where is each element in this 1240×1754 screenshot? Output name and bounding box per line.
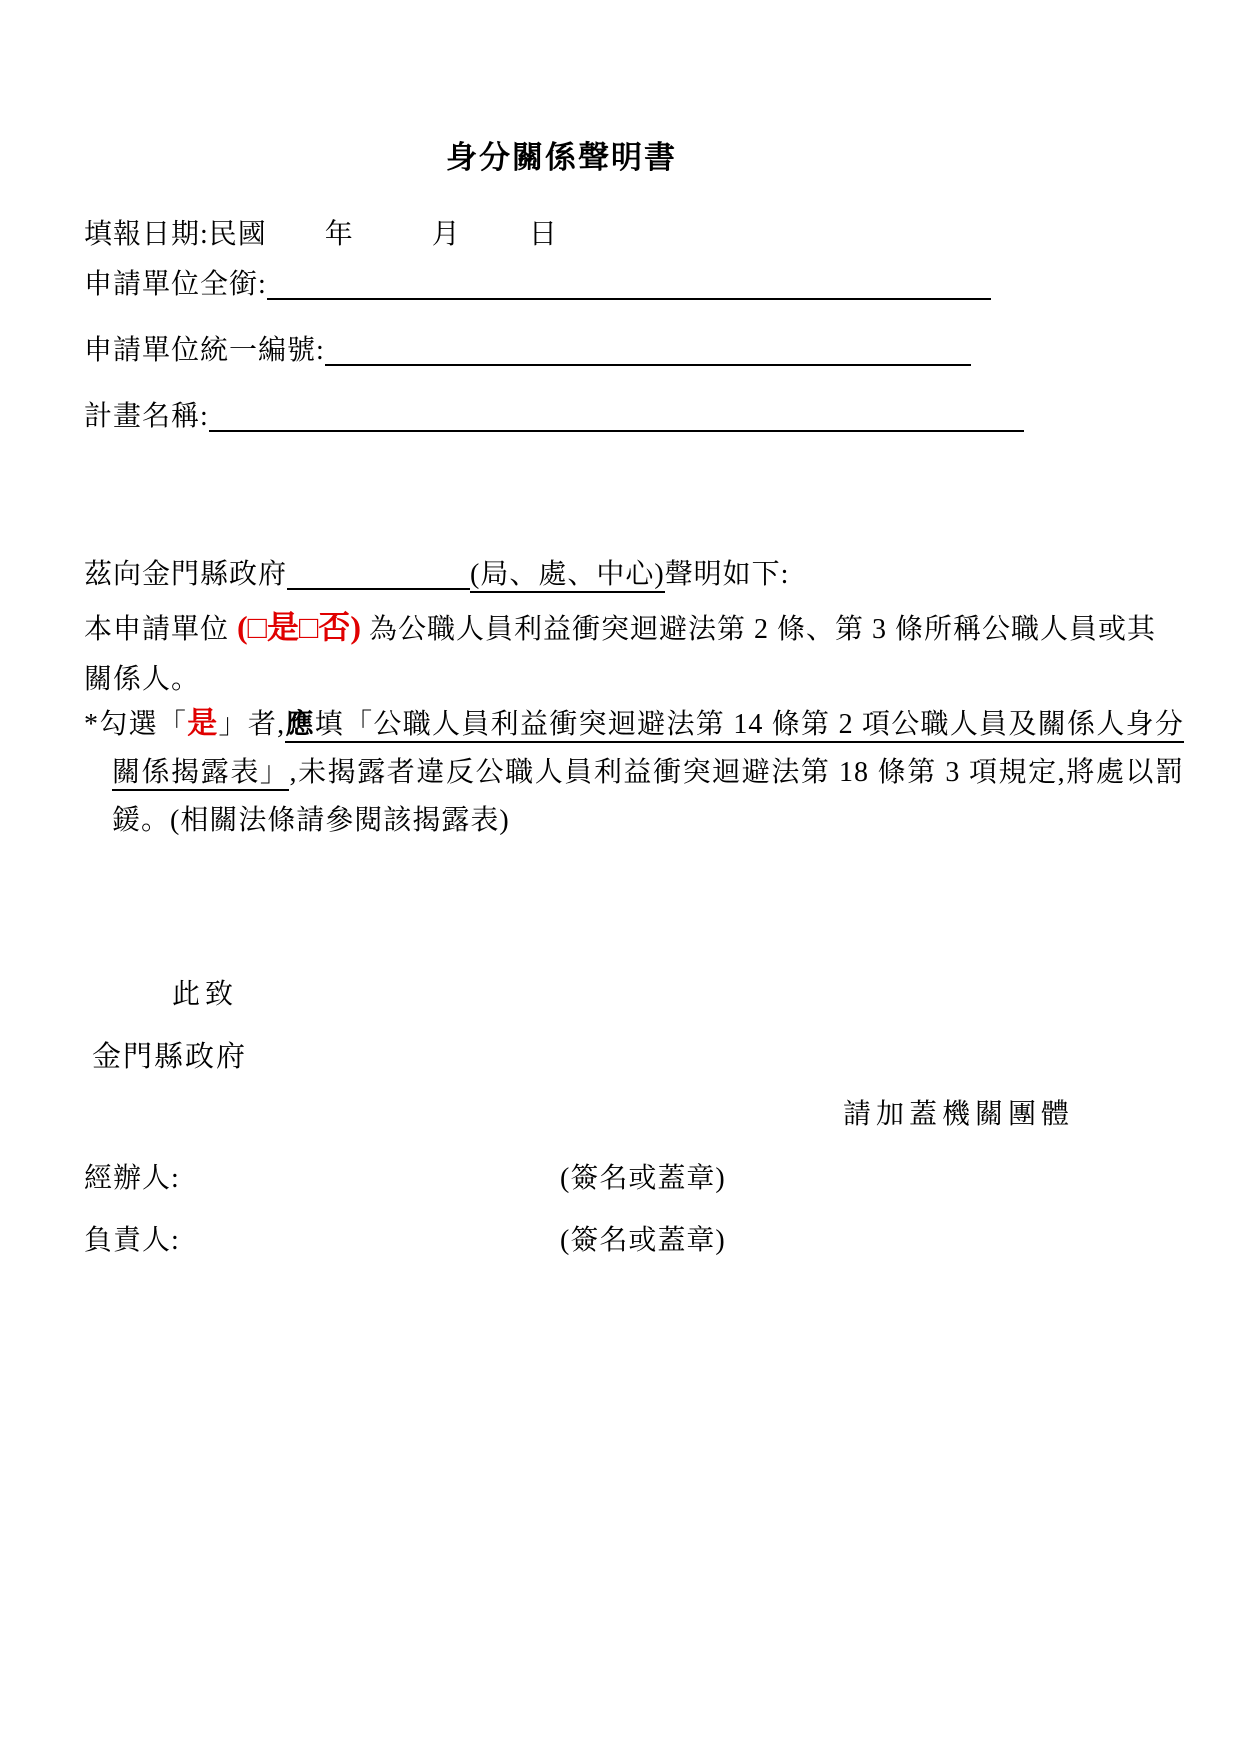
applicant-name-blank[interactable] [267, 267, 991, 300]
project-name-blank[interactable] [209, 399, 1024, 432]
applicant-ubn-label: 申請單位統一編號: [84, 335, 325, 366]
project-name-label: 計畫名稱: [84, 401, 209, 432]
bureau-org-types: (局、處、中心) [470, 559, 665, 593]
month-label: 月 [431, 219, 461, 250]
note-suffix: ,未揭露者違反公職人員利益衝突迴避法第 18 條第 3 項規定,將處以罰鍰。(相關法條請參閱該揭露表) [112, 757, 1184, 836]
recipient-org: 金門縣政府 [92, 1041, 248, 1073]
note-prefix: *勾選「 [84, 709, 188, 740]
year-label: 年 [324, 219, 354, 250]
note-must-word: 應 [285, 709, 315, 743]
disclosure-note [84, 700, 1184, 845]
stamp-instruction: 請加蓋機關團體 [843, 1099, 1075, 1130]
filing-date-label: 填報日期:民國 [84, 219, 267, 250]
note-mid: 」者, [218, 709, 286, 740]
handler-sign-hint: (簽名或蓋章) [560, 1163, 726, 1194]
declaration-intro-prefix: 茲向金門縣政府 [84, 559, 288, 590]
declaration-statement [84, 602, 1156, 705]
filing-date-line [84, 212, 558, 252]
responsible-label: 負責人: [84, 1225, 180, 1256]
yes-no-checkboxes[interactable]: (□是□否) [237, 609, 361, 645]
applicant-name-label: 申請單位全銜: [84, 269, 267, 300]
declaration-intro-suffix: 聲明如下: [664, 559, 790, 590]
applicant-ubn-blank[interactable] [325, 333, 971, 366]
project-name-row [84, 394, 1024, 434]
applicant-ubn-row [84, 328, 971, 368]
note-yes-option: 是 [187, 707, 219, 740]
handler-label: 經辦人: [84, 1163, 180, 1194]
statement-suffix: 為公職人員利益衝突迴避法第 2 條、第 3 條所稱公職人員或其關係人。 [84, 614, 1157, 695]
document-title: 身分關係聲明書 [446, 140, 677, 175]
statement-prefix: 本申請單位 [84, 614, 238, 645]
bureau-blank[interactable] [287, 557, 470, 590]
day-label: 日 [528, 219, 558, 250]
declaration-intro-line [84, 550, 1156, 600]
handler-signature-row [84, 1156, 1156, 1196]
note-disclosure-form-title: 填「公職人員利益衝突迴避法第 14 條第 2 項公職人員及關係人身分關係揭露表」 [112, 709, 1184, 791]
responsible-signature-row [84, 1218, 1156, 1258]
responsible-sign-hint: (簽名或蓋章) [560, 1225, 726, 1256]
applicant-name-row [84, 262, 991, 302]
salute-line: 此致 [172, 979, 239, 1010]
